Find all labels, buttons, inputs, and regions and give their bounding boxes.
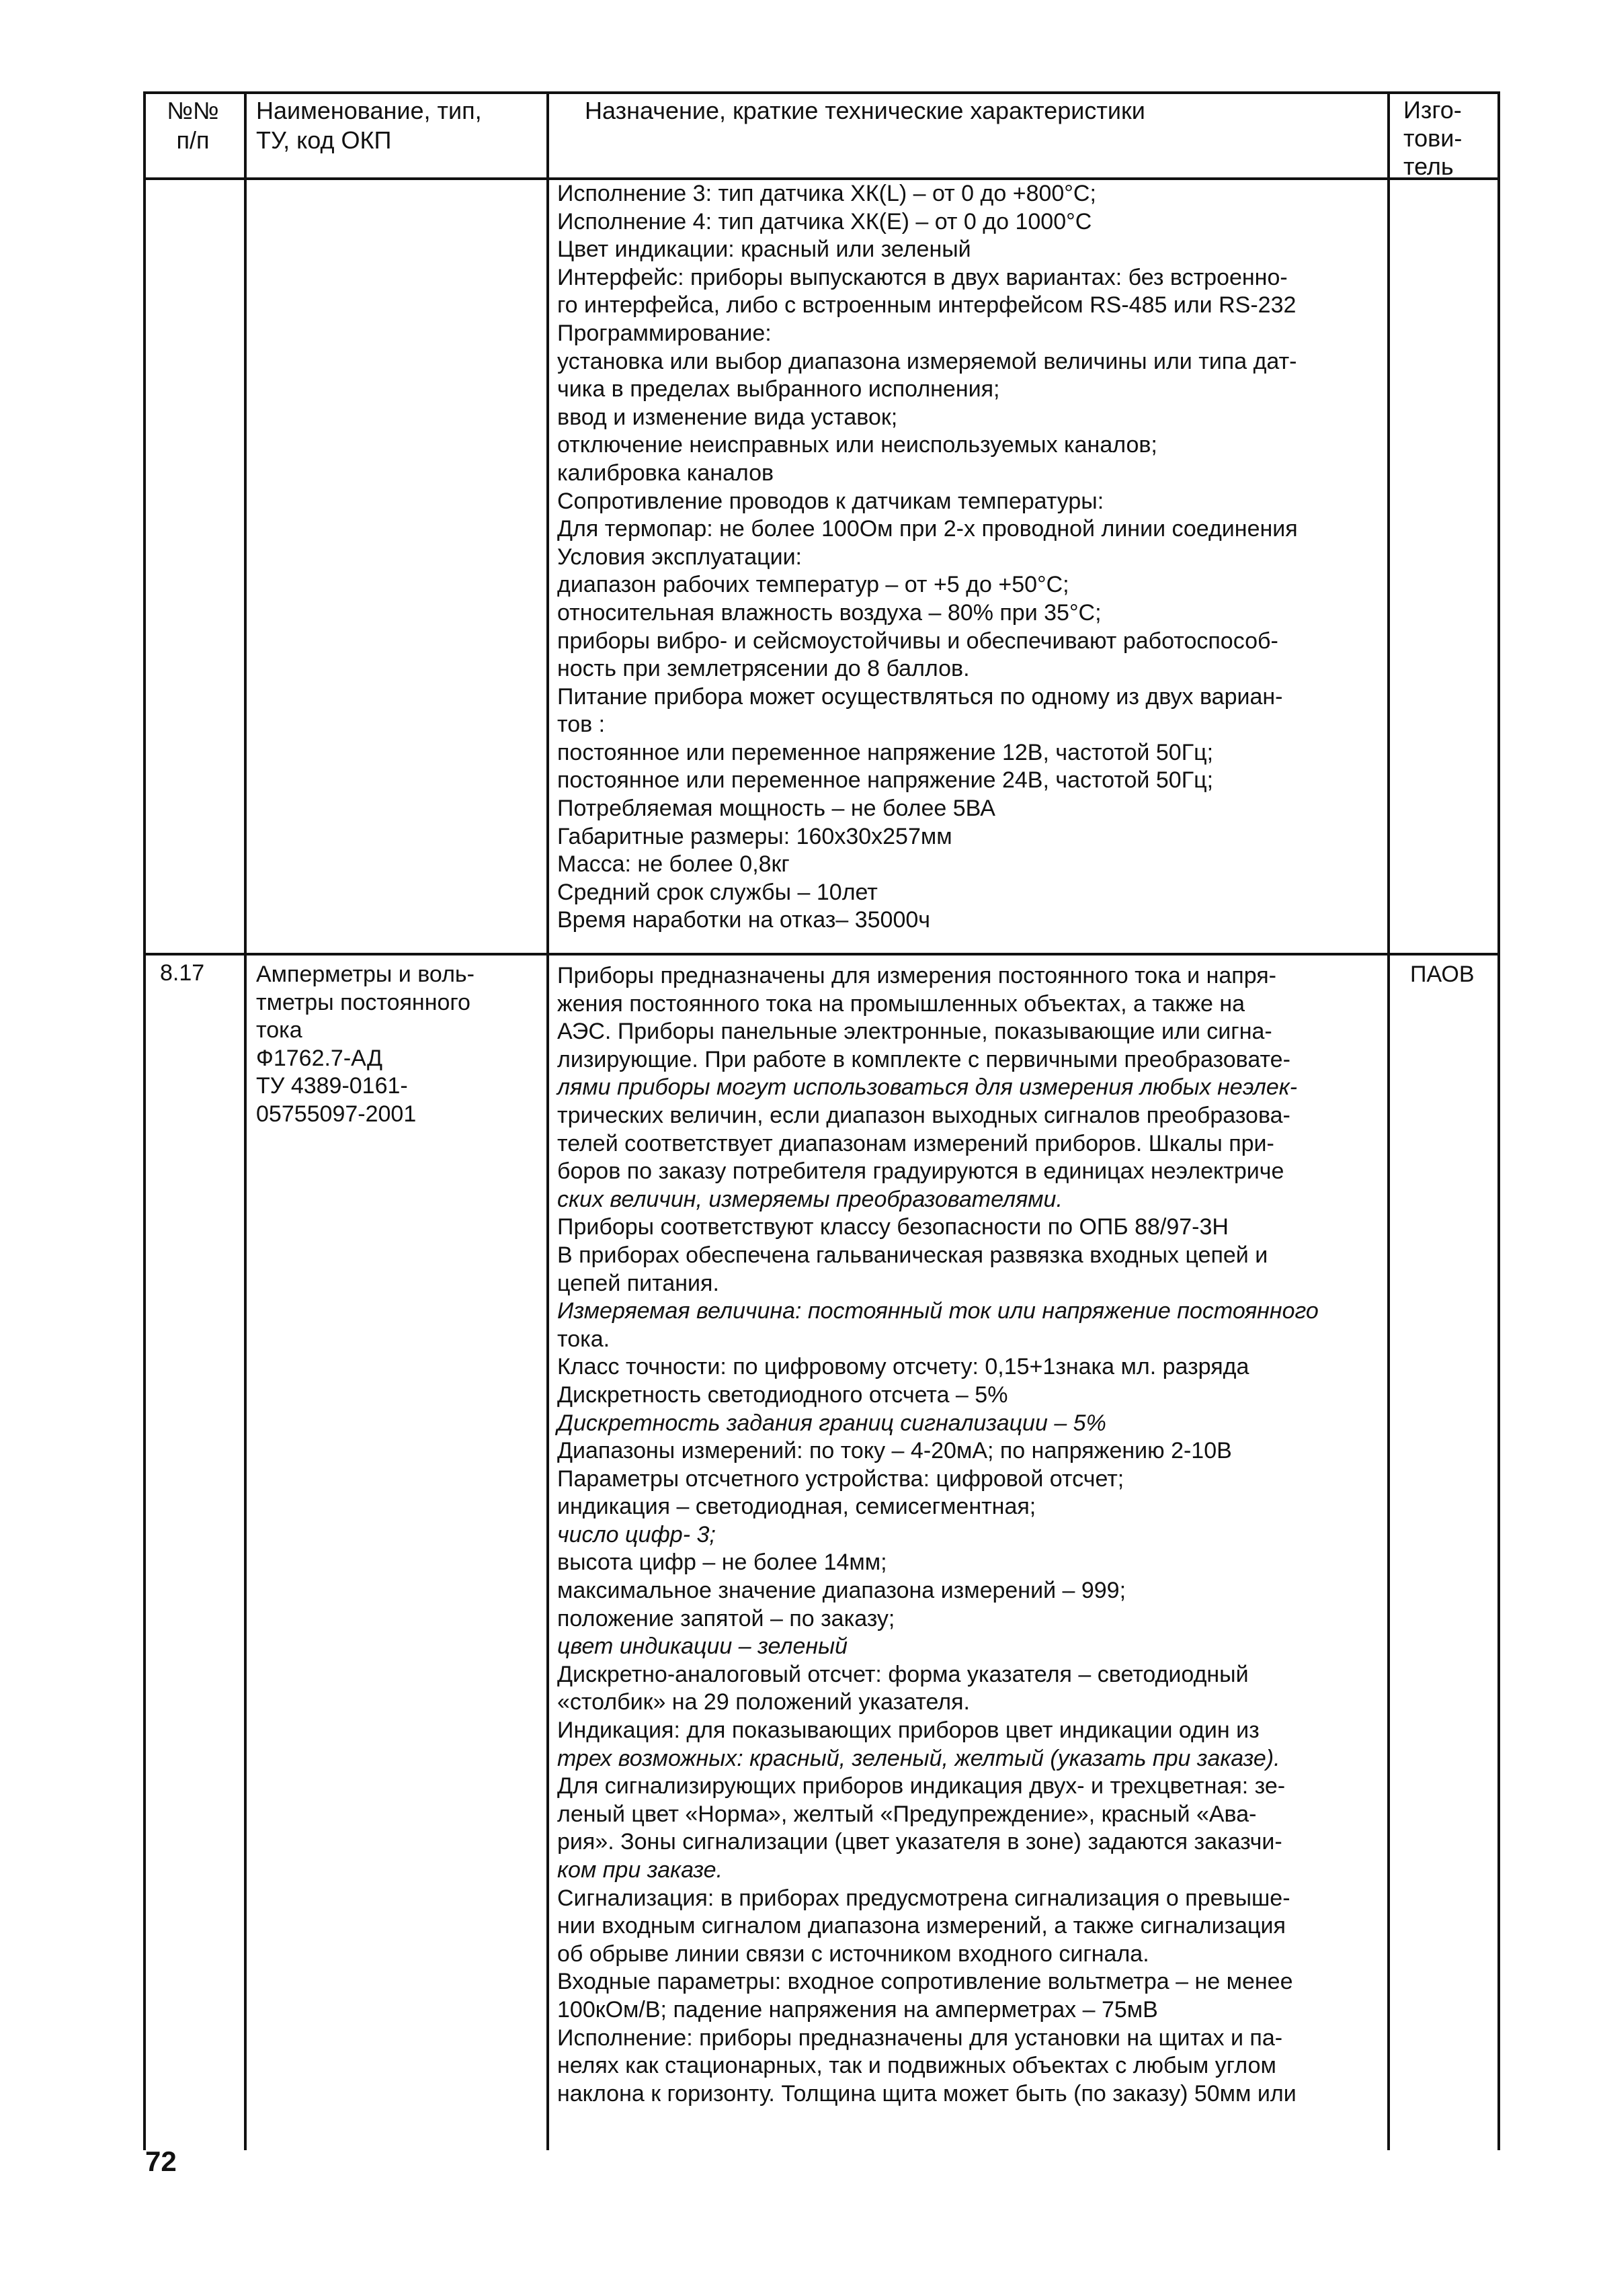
text-line: Класс точности: по цифровому отсчету: 0,15+1знака мл. разряда: [557, 1354, 1249, 1380]
text-line: жения постоянного тока на промышленных объектах, а также на: [557, 990, 1245, 1017]
text-line: трех возможных: красный, зеленый, желтый (указать при заказе).: [557, 1745, 1280, 1771]
text-line: леный цвет «Норма», желтый «Предупреждение», красный «Ава-: [557, 1801, 1257, 1827]
text-line: Питание прибора может осуществляться по одному из двух вариан-: [557, 683, 1283, 710]
text-line: Программирование:: [557, 320, 772, 346]
text-line: относительная влажность воздуха – 80% при 35°С;: [557, 599, 1102, 626]
text-line: чика в пределах выбранного исполнения;: [557, 376, 1000, 402]
text-line: Дискретно-аналоговый отсчет: форма указателя – светодиодный: [557, 1661, 1249, 1687]
text-line: Параметры отсчетного устройства: цифровой отсчет;: [557, 1465, 1124, 1492]
continuation-description: [557, 180, 1298, 935]
row-number: 8.17: [160, 960, 205, 986]
text-line: тока.: [557, 1326, 610, 1352]
text-line: Средний срок службы – 10лет: [557, 879, 878, 905]
header-number: №№ п/п: [167, 97, 219, 154]
text-line: постоянное или переменное напряжение 24В, частотой 50Гц;: [557, 767, 1214, 794]
text-line: Время наработки на отказ– 35000ч: [557, 907, 930, 933]
text-line: Исполнение 4: тип датчика ХК(Е) – от 0 до 1000°С: [557, 208, 1092, 235]
text-line: число цифр- 3;: [557, 1521, 716, 1547]
text-line: «столбик» на 29 положений указателя.: [557, 1689, 970, 1715]
text-line: Сигнализация: в приборах предусмотрена сигнализация о превыше-: [557, 1885, 1290, 1911]
table-border-left: [143, 93, 146, 2150]
text-line: Индикация: для показывающих приборов цвет индикации один из: [557, 1717, 1260, 1744]
text-line: Дискретность задания границ сигнализации – 5%: [557, 1410, 1106, 1436]
text-line: Приборы соответствуют классу безопасности по ОПБ 88/97-3Н: [557, 1214, 1229, 1240]
text-line: рия». Зоны сигнализации (цвет указателя в зоне) задаются заказчи-: [557, 1829, 1282, 1855]
product-name: Амперметры и воль- тметры постоянного тока Ф1762.7-АД ТУ 4389-0161- 05755097-2001: [256, 962, 475, 1127]
text-line: Для термопар: не более 100Ом при 2-х проводной линии соединения: [557, 516, 1298, 542]
text-line: тов :: [557, 712, 606, 738]
text-line: АЭС. Приборы панельные электронные, показывающие или сигна-: [557, 1019, 1272, 1045]
text-line: Масса: не более 0,8кг: [557, 851, 790, 878]
text-line: ввод и изменение вида уставок;: [557, 404, 898, 430]
row-separator: [143, 953, 1500, 955]
text-line: Условия эксплуатации:: [557, 544, 803, 570]
column-divider-2: [546, 93, 549, 2150]
header-manufacturer: Изго- тови- тель: [1403, 96, 1463, 180]
text-line: Входные параметры: входное сопротивление вольтметра – не менее: [557, 1969, 1293, 1995]
text-line: индикация – светодиодная, семисегментная;: [557, 1494, 1036, 1520]
text-line: телей соответствует диапазонам измерений приборов. Шкалы при-: [557, 1130, 1274, 1156]
text-line: Потребляемая мощность – не более 5ВА: [557, 796, 995, 822]
text-line: ность при землетрясении до 8 баллов.: [557, 656, 970, 682]
text-line: установка или выбор диапазона измеряемой величины или типа дат-: [557, 348, 1297, 374]
text-line: Дискретность светодиодного отсчета – 5%: [557, 1381, 1008, 1408]
text-line: постоянное или переменное напряжение 12В, частотой 50Гц;: [557, 739, 1214, 765]
table-border-top: [143, 91, 1500, 94]
text-line: лизирующие. При работе в комплекте с первичными преобразовате-: [557, 1046, 1290, 1072]
text-line: наклона к горизонту. Толщина щита может быть (по заказу) 50мм или: [557, 2080, 1297, 2107]
text-line: Интерфейс: приборы выпускаются в двух вариантах: без встроенно-: [557, 264, 1288, 290]
text-line: Для сигнализирующих приборов индикация двух- и трехцветная: зе-: [557, 1773, 1286, 1799]
page-number: 72: [145, 2145, 177, 2177]
text-line: приборы вибро- и сейсмоустойчивы и обеспечивают работоспособ-: [557, 628, 1278, 654]
text-line: об обрыве линии связи с источником входного сигнала.: [557, 1941, 1149, 1967]
text-line: Измеряемая величина: постоянный ток или напряжение постоянного: [557, 1298, 1319, 1324]
text-line: отключение неисправных или неиспользуемых каналов;: [557, 432, 1157, 458]
table-border-right: [1497, 93, 1500, 2150]
text-line: В приборах обеспечена гальваническая развязка входных цепей и: [557, 1242, 1268, 1268]
column-divider-1: [244, 93, 247, 2150]
column-divider-3: [1387, 93, 1390, 2150]
text-line: го интерфейса, либо с встроенным интерфейсом RS-485 или RS-232: [557, 292, 1297, 318]
text-line: нелях как стационарных, так и подвижных объектах с любым углом: [557, 2053, 1276, 2079]
text-line: Габаритные размеры: 160х30х257мм: [557, 823, 952, 849]
text-line: калибровка каналов: [557, 460, 774, 486]
header-description: Назначение, краткие технические характеристики: [585, 97, 1145, 124]
header-name: Наименование, тип, ТУ, код ОКП: [256, 97, 482, 154]
text-line: лями приборы могут использоваться для измерения любых неэлек-: [557, 1074, 1298, 1101]
text-line: Сопротивление проводов к датчикам температуры:: [557, 488, 1104, 514]
text-line: высота цифр – не более 14мм;: [557, 1549, 887, 1576]
text-line: Диапазоны измерений: по току – 4-20мА; по напряжению 2-10В: [557, 1438, 1232, 1464]
text-line: нии входным сигналом диапазона измерений, а также сигнализация: [557, 1913, 1286, 1939]
product-description: [557, 962, 1319, 2108]
text-line: трических величин, если диапазон выходных сигналов преобразова-: [557, 1102, 1290, 1128]
text-line: максимальное значение диапазона измерений – 999;: [557, 1578, 1126, 1604]
text-line: ком при заказе.: [557, 1857, 723, 1883]
text-line: Приборы предназначены для измерения постоянного тока и напря-: [557, 963, 1276, 988]
text-line: боров по заказу потребителя градуируются в единицах неэлектриче: [557, 1158, 1284, 1185]
text-line: ских величин, измеряемы преобразователями.: [557, 1186, 1063, 1212]
text-line: цепей питания.: [557, 1270, 719, 1296]
text-line: 100кОм/В; падение напряжения на амперметрах – 75мВ: [557, 1996, 1158, 2023]
text-line: Цвет индикации: красный или зеленый: [557, 237, 971, 263]
text-line: положение запятой – по заказу;: [557, 1605, 895, 1631]
text-line: Исполнение 3: тип датчика ХК(L) – от 0 до +800°С;: [557, 181, 1096, 206]
text-line: Исполнение: приборы предназначены для установки на щитах и па-: [557, 2025, 1283, 2051]
text-line: цвет индикации – зеленый: [557, 1633, 848, 1660]
text-line: диапазон рабочих температур – от +5 до +50°С;: [557, 572, 1069, 598]
manufacturer: ПАОВ: [1410, 962, 1475, 987]
